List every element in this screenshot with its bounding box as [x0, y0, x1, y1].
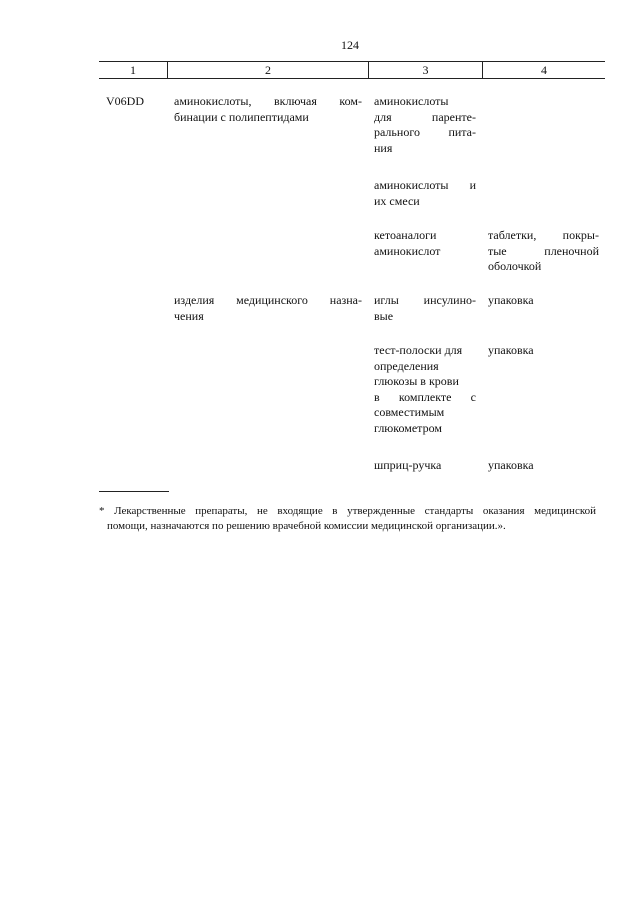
item-name-line: шприц-ручка: [374, 458, 442, 472]
table-header-row: [99, 61, 605, 79]
footnote-divider: [99, 491, 169, 492]
column-header-2: 2: [265, 63, 271, 77]
group-name-cell: [174, 293, 362, 324]
item-name-line: ния: [374, 140, 393, 155]
item-name-line: для парентe-: [374, 109, 476, 124]
item-name-line: аминокислоты и: [374, 178, 476, 192]
column-header-3: 3: [422, 63, 429, 77]
item-name-line: иглы инсулино-: [374, 293, 476, 307]
atc-code: V06DD: [106, 94, 144, 108]
item-name-line: совместимым: [374, 405, 445, 420]
item-name-line: аминокислот: [374, 243, 441, 258]
footnote-line: * Лекарственные препараты, не входящие в утвержденные стандарты оказания медицинской: [99, 505, 596, 517]
item-name-cell: [374, 343, 476, 437]
group-name-cell: [174, 94, 362, 125]
dosage-form-cell: упаковка: [488, 293, 534, 307]
item-name-cell: [374, 94, 476, 156]
dosage-form-line: тые пленочной: [488, 243, 599, 258]
dosage-form-line: таблетки, покры-: [488, 228, 599, 242]
item-name-line: в комплекте с: [374, 389, 476, 404]
column-header-4: 4: [541, 63, 547, 77]
item-name-line: вые: [374, 308, 394, 323]
column-header-1: 1: [130, 63, 136, 77]
item-name-cell: [374, 293, 476, 324]
item-name-line: кетоаналоги: [374, 228, 437, 242]
footnote-line: помощи, назначаются по решению врачебной комиссии медицинской организации.».: [107, 520, 506, 532]
group-name-line: изделия медицинского назна-: [174, 293, 362, 307]
dosage-form-line: оболочкой: [488, 259, 542, 274]
group-name-line: чения: [174, 308, 204, 323]
item-name-line: глюкозы в крови: [374, 374, 459, 389]
item-name-line: тест-полоски для: [374, 343, 463, 357]
dosage-form-cell: упаковка: [488, 458, 534, 472]
item-name-cell: [374, 228, 476, 259]
dosage-form-cell: упаковка: [488, 343, 534, 357]
group-name-line: бинации с полипептидами: [174, 109, 309, 124]
group-name-line: аминокислоты, включая ком-: [174, 94, 362, 108]
page-number: 124: [341, 38, 359, 52]
item-name-cell: [374, 458, 476, 474]
dosage-form-cell: [488, 228, 599, 275]
item-name-line: глюкометром: [374, 420, 442, 435]
item-name-line: определения: [374, 358, 439, 373]
item-name-line: их смеси: [374, 193, 420, 208]
item-name-cell: [374, 178, 476, 209]
item-name-line: аминокислоты: [374, 94, 449, 108]
item-name-line: рального пита-: [374, 125, 476, 140]
footnote: [99, 504, 596, 534]
